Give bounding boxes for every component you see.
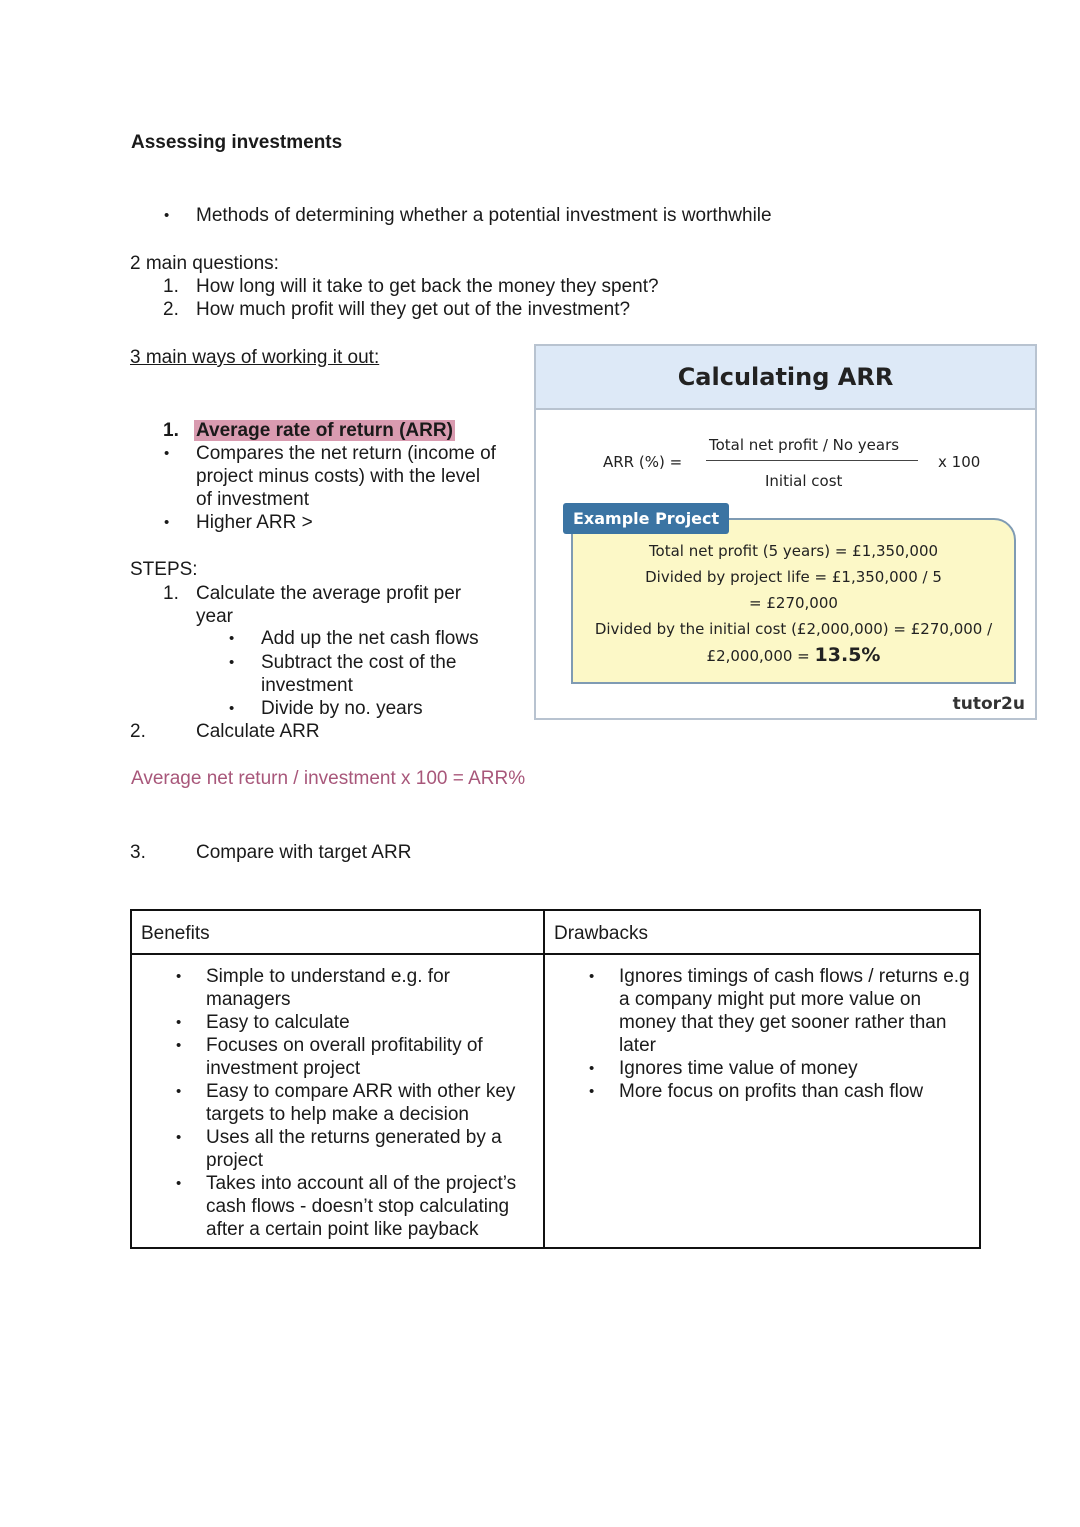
table-column-divider bbox=[543, 911, 545, 1247]
sub-step-2: • Subtract the cost of the bbox=[261, 651, 456, 674]
sub-step-3: • Divide by no. years bbox=[261, 697, 423, 720]
intro-bullet: • Methods of determining whether a potential investment is worthwhile bbox=[196, 204, 772, 227]
benefit-item: • Easy to compare ARR with other key targets to help make a decision bbox=[206, 1080, 536, 1126]
calculating-arr-figure bbox=[534, 344, 1037, 720]
example-line-2: Divided by project life = £1,350,000 / 5 bbox=[645, 568, 942, 586]
question-1-number: 1. bbox=[163, 276, 179, 297]
question-2-number: 2. bbox=[163, 299, 179, 320]
benefit-item: • Easy to calculate bbox=[206, 1011, 536, 1034]
arr-bullet-2: • Higher ARR > bbox=[196, 511, 313, 534]
arr-heading: Average rate of return (ARR) bbox=[196, 420, 453, 441]
example-result: 13.5% bbox=[814, 644, 881, 666]
sub-step-1: • Add up the net cash flows bbox=[261, 627, 479, 650]
step-1-line-2: year bbox=[196, 606, 233, 627]
example-line-5-prefix: £2,000,000 = bbox=[706, 647, 815, 665]
example-line-3: = £270,000 bbox=[749, 594, 838, 612]
page-title: Assessing investments bbox=[131, 132, 343, 153]
arr-figure-title: Calculating ARR bbox=[677, 363, 894, 391]
ways-heading: 3 main ways of working it out: bbox=[130, 347, 380, 368]
sub-step-2-cont: investment bbox=[261, 675, 353, 696]
step-2-number: 2. bbox=[130, 721, 146, 742]
arr-bullet-line-2: project minus costs) with the level bbox=[196, 466, 481, 487]
step-1-number: 1. bbox=[163, 583, 179, 604]
example-project-label: Example Project bbox=[563, 503, 729, 534]
arr-figure-header bbox=[536, 346, 1035, 410]
benefit-item: • Uses all the returns generated by a project bbox=[206, 1126, 536, 1172]
question-2: How much profit will they get out of the investment? bbox=[196, 299, 631, 320]
tutor2u-logo: tutor2u bbox=[952, 694, 1025, 714]
drawback-item: • More focus on profits than cash flow bbox=[619, 1080, 973, 1103]
arr-multiplier: x 100 bbox=[938, 453, 981, 471]
benefit-item: • Simple to understand e.g. for managers bbox=[206, 965, 536, 1011]
benefit-item: • Focuses on overall profitability of investment project bbox=[206, 1034, 536, 1080]
step-1-line-1: Calculate the average profit per bbox=[196, 583, 462, 604]
questions-heading: 2 main questions: bbox=[130, 253, 279, 274]
steps-heading: STEPS: bbox=[130, 559, 198, 580]
step-3: Compare with target ARR bbox=[196, 842, 412, 863]
benefits-drawbacks-table bbox=[130, 909, 981, 1249]
arr-formula: Average net return / investment x 100 = ARR% bbox=[131, 768, 526, 789]
arr-bullet-line-3: of investment bbox=[196, 489, 309, 510]
benefit-item: • Takes into account all of the project’s cash flows - doesn’t stop calculating after a certain point like payback bbox=[206, 1172, 536, 1241]
arr-lhs: ARR (%) = bbox=[603, 453, 683, 471]
drawback-item: • Ignores time value of money bbox=[619, 1057, 973, 1080]
example-project-box bbox=[571, 518, 1016, 684]
step-2: Calculate ARR bbox=[196, 721, 320, 742]
arr-numerator: Total net profit / No years bbox=[709, 436, 900, 454]
arr-number: 1. bbox=[163, 420, 179, 441]
example-line-1: Total net profit (5 years) = £1,350,000 bbox=[648, 542, 939, 560]
fraction-line bbox=[706, 460, 918, 461]
benefits-header: Benefits bbox=[141, 923, 210, 944]
table-header-divider bbox=[132, 953, 979, 955]
example-line-4: Divided by the initial cost (£2,000,000) = £270,000 / bbox=[594, 620, 993, 638]
arr-denominator: Initial cost bbox=[765, 472, 843, 490]
benefits-list bbox=[206, 965, 536, 1241]
drawback-item: • Ignores timings of cash flows / returns e.g a company might put more value on money that they get sooner rather than later bbox=[619, 965, 973, 1057]
drawbacks-header: Drawbacks bbox=[554, 923, 648, 944]
arr-bullet-line-1: • Compares the net return (income of bbox=[196, 442, 496, 465]
drawbacks-list bbox=[619, 965, 973, 1103]
question-1: How long will it take to get back the money they spent? bbox=[196, 276, 659, 297]
step-3-number: 3. bbox=[130, 842, 146, 863]
